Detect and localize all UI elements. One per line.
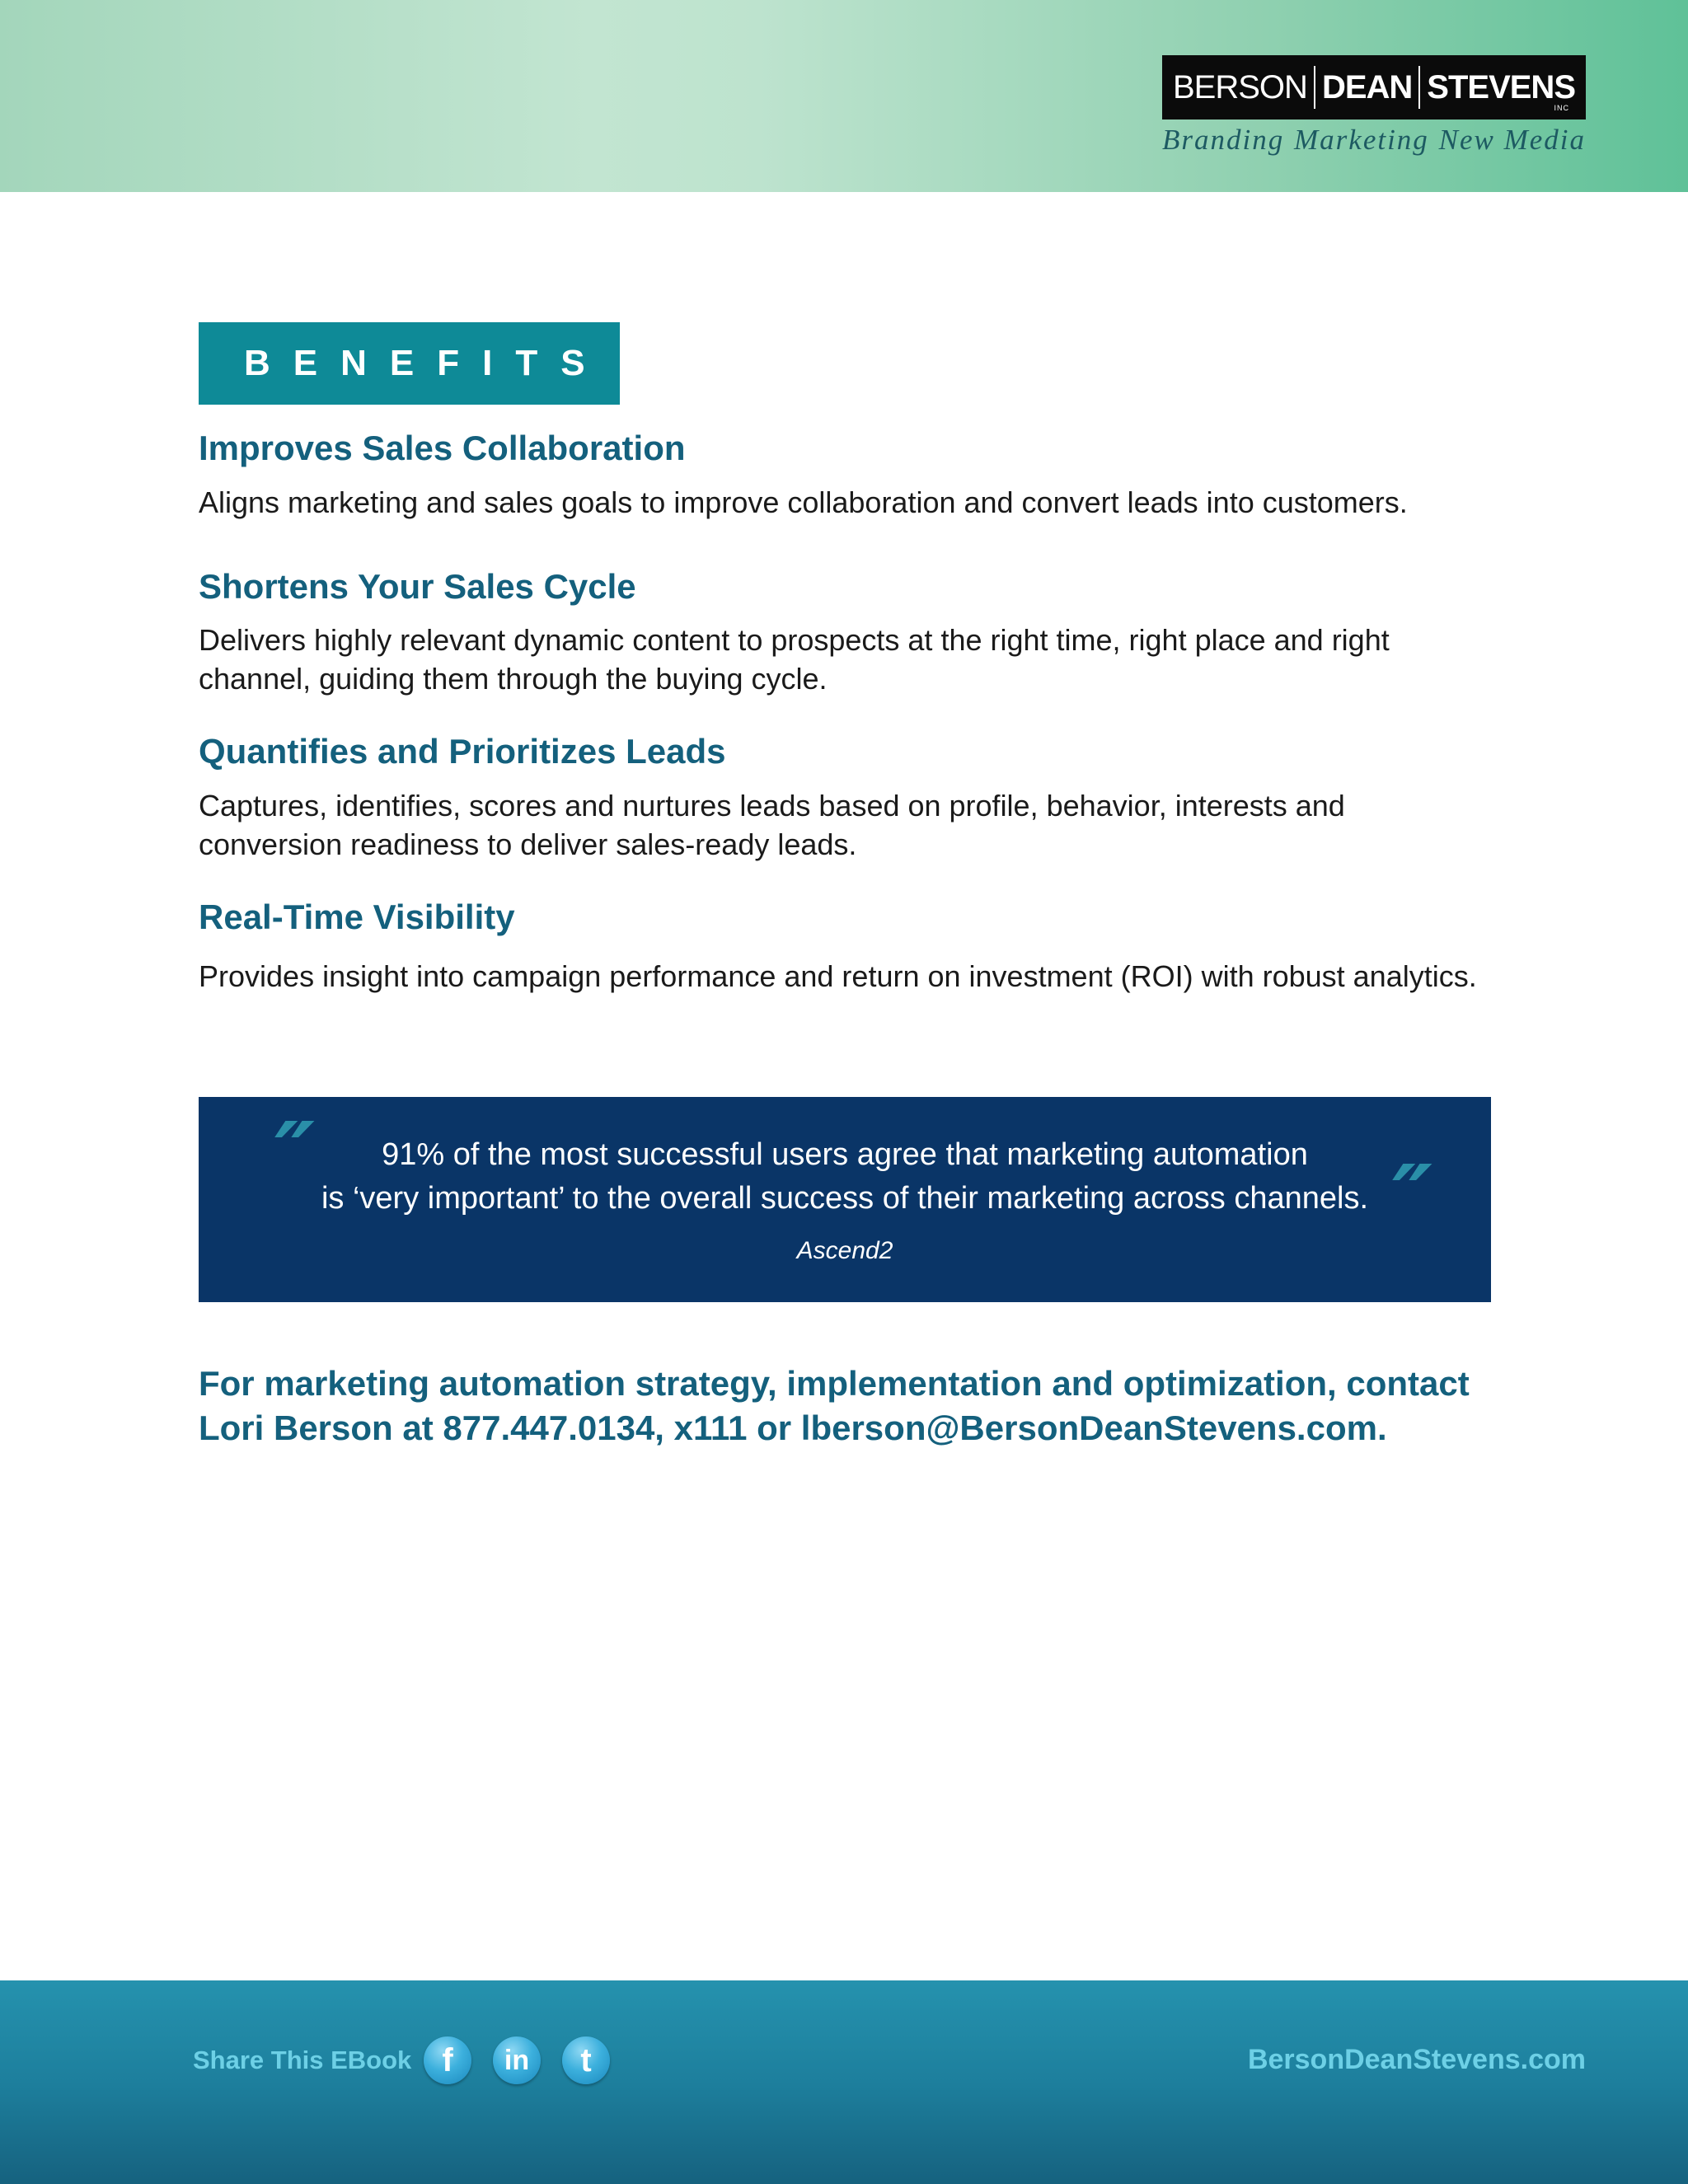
- benefit-desc-collaboration: Aligns marketing and sales goals to improve collaboration and convert leads into customers.: [199, 485, 1408, 519]
- benefit-desc-visibility: Provides insight into campaign performance and return on investment (ROI) with robust analytics.: [199, 959, 1477, 993]
- share-label: Share This EBook: [193, 2046, 412, 2074]
- quote-source: Ascend2: [796, 1237, 893, 1264]
- contact-line-1: For marketing automation strategy, implementation and optimization, contact: [199, 1364, 1470, 1403]
- quote-line-2: is ‘very important’ to the overall success of their marketing across channels.: [321, 1181, 1368, 1216]
- twitter-glyph: t: [580, 2042, 592, 2079]
- tagline: [1162, 124, 1586, 157]
- logo-word-berson: BERSON: [1173, 69, 1307, 105]
- company-logo: [1162, 55, 1586, 120]
- contact-line-2[interactable]: Lori Berson at 877.447.0134, x111 or lberson@BersonDeanStevens.com.: [199, 1408, 1387, 1447]
- linkedin-icon[interactable]: [493, 2036, 541, 2084]
- benefits-heading: BENEFITS: [199, 322, 620, 405]
- open-quote-icon: ″: [274, 1103, 316, 1208]
- logo-word-stevens: [1427, 71, 1575, 104]
- logo-separator: [1418, 66, 1420, 109]
- benefit-title-leads: Quantifies and Prioritizes Leads: [199, 732, 726, 771]
- quote-text: [199, 1133, 1491, 1221]
- quote-box: [199, 1097, 1491, 1302]
- logo-stevens-text: STEVENS: [1427, 69, 1575, 105]
- contact-info: [199, 1361, 1600, 1451]
- logo-separator: [1314, 66, 1315, 109]
- logo-word-dean: DEAN: [1321, 69, 1413, 105]
- benefit-desc-leads: Captures, identifies, scores and nurtures leads based on profile, behavior, interests and conversion readiness to deliver sales-ready leads.: [199, 789, 1345, 861]
- tagline-branding: Branding: [1162, 124, 1285, 156]
- benefit-title-sales-cycle: Shortens Your Sales Cycle: [199, 567, 636, 606]
- footer-band: [0, 1980, 1688, 2184]
- tagline-marketing: Marketing: [1294, 124, 1429, 156]
- close-quote-icon: ″: [1392, 1146, 1433, 1251]
- logo-inc: INC: [1554, 104, 1569, 112]
- twitter-icon[interactable]: [562, 2036, 610, 2084]
- linkedin-glyph: in: [504, 2045, 530, 2076]
- tagline-new-media: New Media: [1438, 124, 1586, 156]
- quote-line-1: 91% of the most successful users agree that marketing automation: [382, 1137, 1308, 1172]
- website-link[interactable]: BersonDeanStevens.com: [1247, 2044, 1586, 2075]
- benefit-desc-sales-cycle: Delivers highly relevant dynamic content to prospects at the right time, right place and right channel, guiding them through the buying cycle.: [199, 623, 1390, 696]
- facebook-icon[interactable]: [424, 2036, 471, 2084]
- facebook-glyph: f: [442, 2042, 453, 2079]
- benefit-title-visibility: Real-Time Visibility: [199, 898, 515, 936]
- benefit-title-collaboration: Improves Sales Collaboration: [199, 429, 686, 467]
